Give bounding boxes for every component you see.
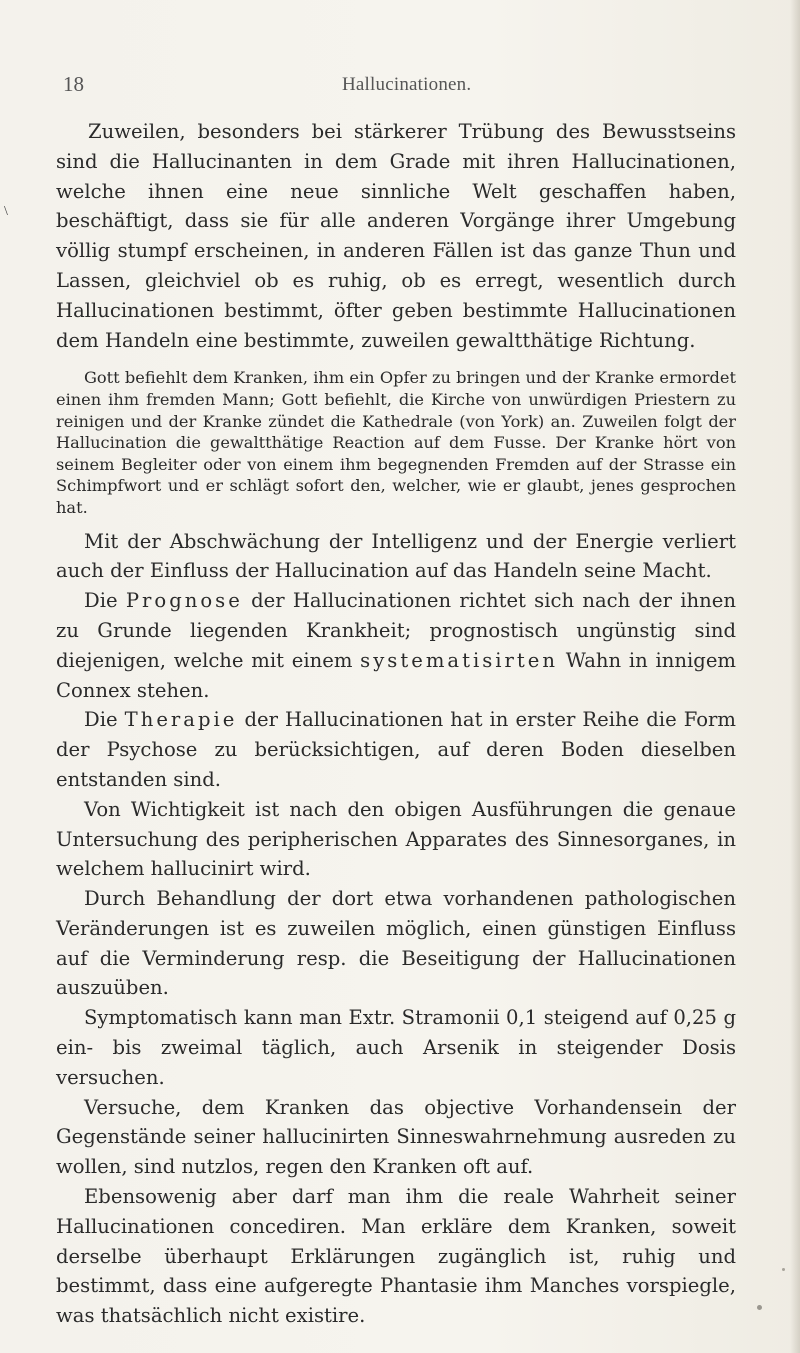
paragraph-examples: Gott befiehlt dem Kranken, ihm ein Opfer zu bringen und der Kranke ermordet einen ihm fremden Mann; Gott befiehlt, die Kirche von unwürdigen Priestern zu reinigen und der Kranke zündet die Kathedrale (von York) an. Zuweilen folgt der Hallucination die gewaltthätige Reaction auf dem Fusse. Der Kranke hört von seinem Begleiter oder von einem ihm begegnenden Fremden auf der Strasse ein Schimpfwort und er schlägt sofort den, welcher, wie er glaubt, jenes gesprochen hat. (56, 368, 736, 517)
therapie-tail: der Hallucinationen hat in erster Reihe die Form der Psychose zu berücksichtigen, auf deren Boden dieselben entstanden sind. (56, 708, 736, 791)
paragraph-intelligenz: Mit der Abschwächung der Intelligenz und der Energie verliert auch der Einfluss der Hallucination auf das Handeln seine Macht. (56, 529, 736, 583)
page-number: 18 (63, 72, 84, 96)
prognose-term: Prognose (125, 589, 243, 613)
paragraph-ebensowenig: Ebensowenig aber darf man ihm die reale Wahrheit seiner Hallucinationen concediren. Man erkläre dem Kranken, soweit derselbe überhaupt Erklärungen zugänglich ist, ruhig und bestimmt, dass eine aufgeregte Phantasie ihm Manches vorspiegle, was thatsächlich nicht existire. (56, 1185, 736, 1328)
paragraph-behandlung: Durch Behandlung der dort etwa vorhandenen pathologischen Veränderungen ist es zuweilen möglich, einen günstigen Einfluss auf die Verminderung resp. die Beseitigung der Hallucinationen auszuüben. (56, 887, 736, 1000)
running-title: Hallucinationen. (342, 74, 472, 95)
paragraph-therapie (56, 705, 736, 794)
systematisirten-term: systematisirten (360, 648, 558, 672)
paper-speck (782, 1268, 785, 1271)
prognose-middle: der Hallucinationen richtet sich nach der ihnen zu Grunde liegenden Krankheit; prognostisch ungünstig sind diejenigen, welche mit einem (56, 589, 736, 672)
paragraph-prognose (56, 586, 736, 705)
paragraph-symptomatisch: Symptomatisch kann man Extr. Stramonii 0,1 steigend auf 0,25 g ein- bis zweimal täglich, auch Arsenik in steigender Dosis versuchen. (56, 1006, 736, 1089)
prognose-lead: Die (84, 589, 126, 613)
paper-speck (757, 1305, 762, 1310)
body-text (56, 117, 736, 1331)
paragraph-untersuchung: Von Wichtigkeit ist nach den obigen Ausführungen die genaue Untersuchung des peripherischen Apparates des Sinnesorganes, in welchem hallucinirt wird. (56, 797, 736, 881)
therapie-term: Therapie (124, 708, 238, 732)
therapie-lead: Die (84, 708, 125, 732)
prognose-tail: Wahn in innigem Connex stehen. (56, 648, 736, 702)
margin-mark: \ (4, 204, 8, 219)
paragraph-trubung: Zuweilen, besonders bei stärkerer Trübung des Bewusstseins sind die Hallucinanten in dem Grade mit ihren Hallucinationen, welche ihnen eine neue sinnliche Welt geschaffen haben, beschäftigt, dass sie für alle anderen Vorgänge ihrer Umgebung völlig stumpf erscheinen, in anderen Fällen ist das ganze Thun und Lassen, gleichviel ob es ruhig, ob es erregt, wesentlich durch Hallucinationen bestimmt, öfter geben bestimmte Hallucinationen dem Handeln eine bestimmte, zuweilen gewaltthätige Richtung. (56, 120, 736, 352)
page-edge-shadow (790, 0, 800, 1353)
paragraph-versuche: Versuche, dem Kranken das objective Vorhandensein der Gegenstände seiner hallucinirten Sinneswahrnehmung ausreden zu wollen, sind nutzlos, regen den Kranken oft auf. (56, 1095, 736, 1179)
